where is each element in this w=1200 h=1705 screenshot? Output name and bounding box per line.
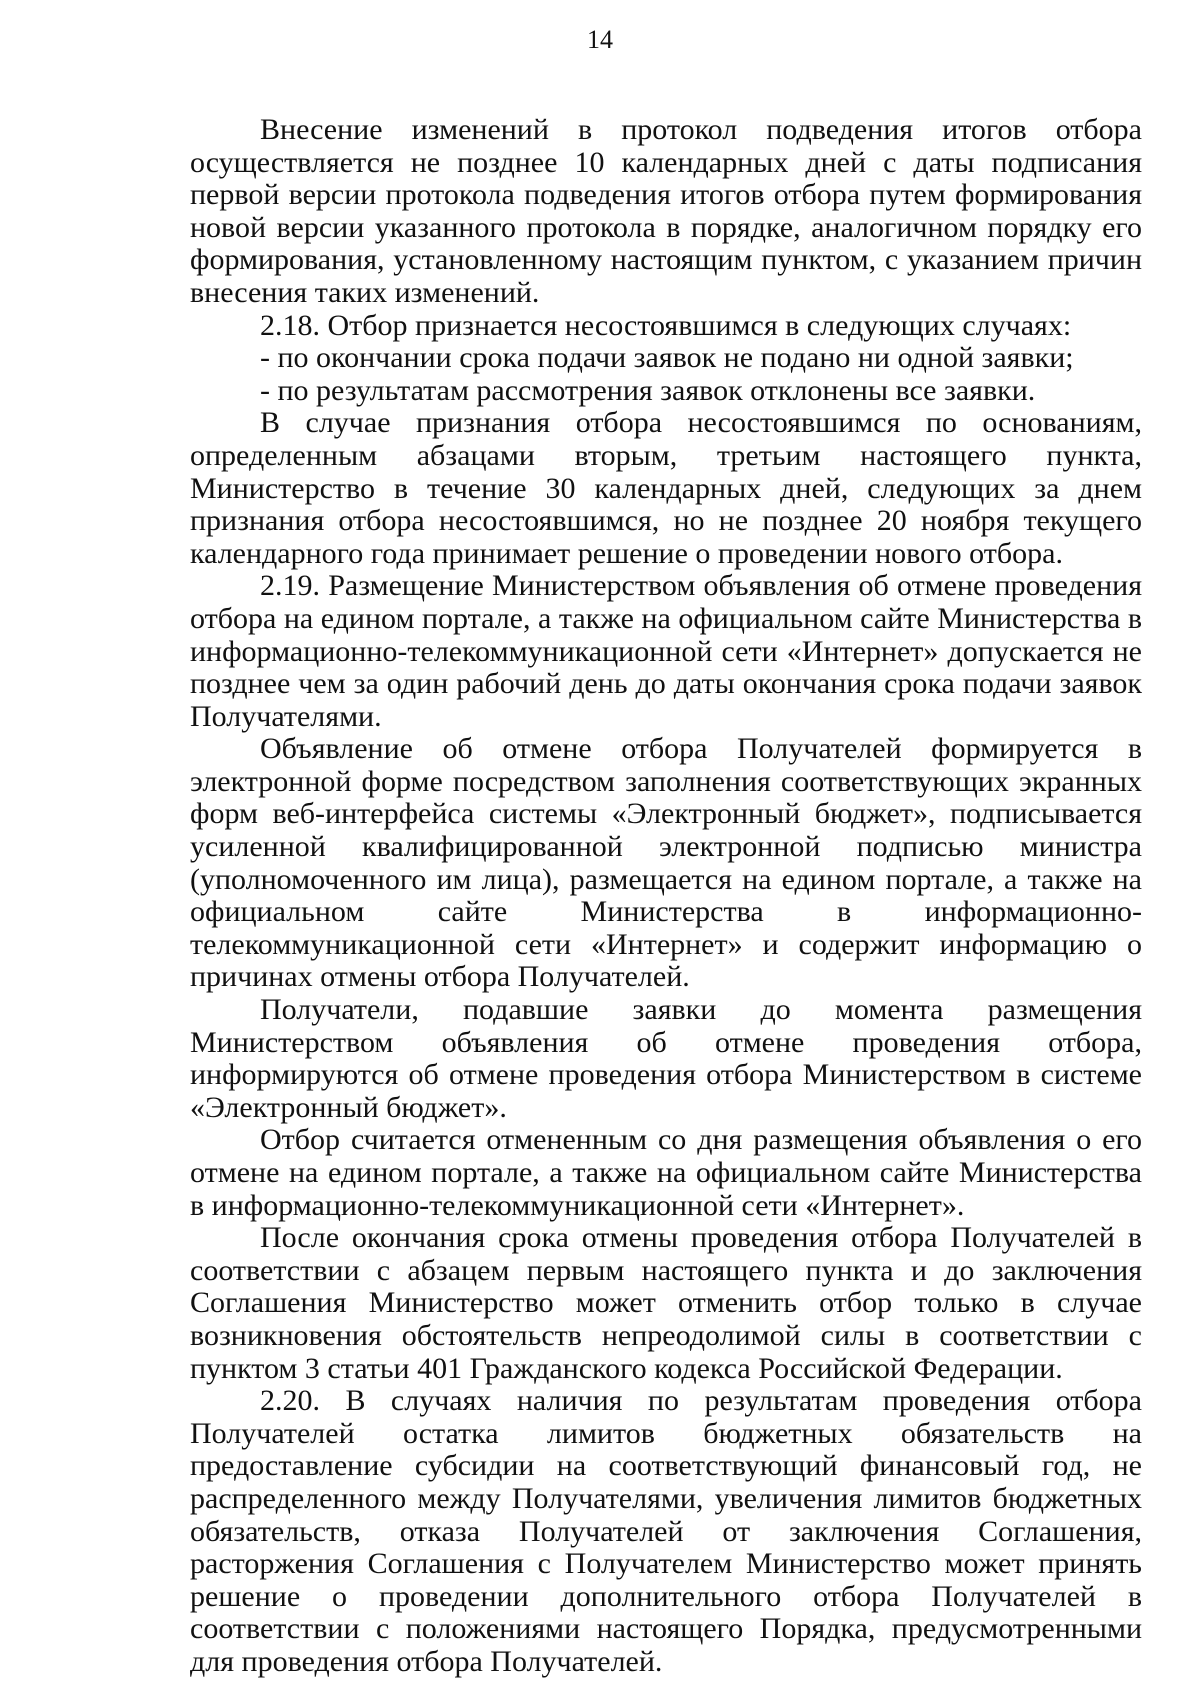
paragraph-2-19-cancellation-announcement: 2.19. Размещение Министерством объявления об отмене проведения отбора на едином портале, а также на официальном сайте Министерства в информационно-телекоммуникационной сети «Интернет» допускается не позднее чем за один рабочий день до даты окончания срока подачи заявок Получателями. bbox=[190, 569, 1142, 733]
paragraph-2-19-announcement-form: Объявление об отмене отбора Получателей формируется в электронной форме посредством заполнения соответствующих экранных форм веб-интерфейса системы «Электронный бюджет», подписывается усиленной квалифицированной электронной подписью министра (уполномоченного им лица), размещается на едином портале, а также на официальном сайте Министерства в информационно-телекоммуникационной сети «Интернет» и содержит информацию о причинах отмены отбора Получателей. bbox=[190, 732, 1142, 994]
document-body bbox=[190, 114, 1142, 1679]
page-number: 14 bbox=[587, 25, 613, 54]
paragraph-2-19-recipients-informed: Получатели, подавшие заявки до момента размещения Министерством объявления об отмене проведения отбора, информируются об отмене проведения отбора Министерством в системе «Электронный бюджет». bbox=[190, 993, 1142, 1124]
paragraph-2-18-new-selection: В случае признания отбора несостоявшимся по основаниям, определенным абзацами вторым, третьим настоящего пункта, Министерство в течение 30 календарных дней, следующих за днем признания отбора несостоявшимся, но не позднее 20 ноября текущего календарного года принимает решение о проведении нового отбора. bbox=[190, 406, 1142, 570]
paragraph-protocol-changes: Внесение изменений в протокол подведения итогов отбора осуществляется не позднее 10 календарных дней с даты подписания первой версии протокола подведения итогов отбора путем формирования новой версии указанного протокола в порядке, аналогичном порядку его формирования, установленному настоящим пунктом, с указанием причин внесения таких изменений. bbox=[190, 113, 1142, 309]
paragraph-2-20-additional-selection: 2.20. В случаях наличия по результатам проведения отбора Получателей остатка лимитов бюджетных обязательств на предоставление субсидии на соответствующий финансовый год, не распределенного между Получателями, увеличения лимитов бюджетных обязательств, отказа Получателей от заключения Соглашения, расторжения Соглашения с Получателем Министерство может принять решение о проведении дополнительного отбора Получателей в соответствии с положениями настоящего Порядка, предусмотренными для проведения отбора Получателей. bbox=[190, 1384, 1142, 1678]
paragraph-2-19-cancelled-date: Отбор считается отмененным со дня размещения объявления о его отмене на едином портале, а также на официальном сайте Министерства в информационно-телекоммуникационной сети «Интернет». bbox=[190, 1123, 1142, 1222]
paragraph-2-19-force-majeure: После окончания срока отмены проведения отбора Получателей в соответствии с абзацем первым настоящего пункта и до заключения Соглашения Министерство может отменить отбор только в случае возникновения обстоятельств непреодолимой силы в соответствии с пунктом 3 статьи 401 Гражданского кодекса Российской Федерации. bbox=[190, 1221, 1142, 1385]
paragraph-2-18-case-no-applications: - по окончании срока подачи заявок не подано ни одной заявки; bbox=[260, 341, 1074, 375]
paragraph-2-18-heading: 2.18. Отбор признается несостоявшимся в следующих случаях: bbox=[260, 308, 1072, 342]
paragraph-2-18-case-all-rejected: - по результатам рассмотрения заявок отклонены все заявки. bbox=[260, 373, 1036, 407]
